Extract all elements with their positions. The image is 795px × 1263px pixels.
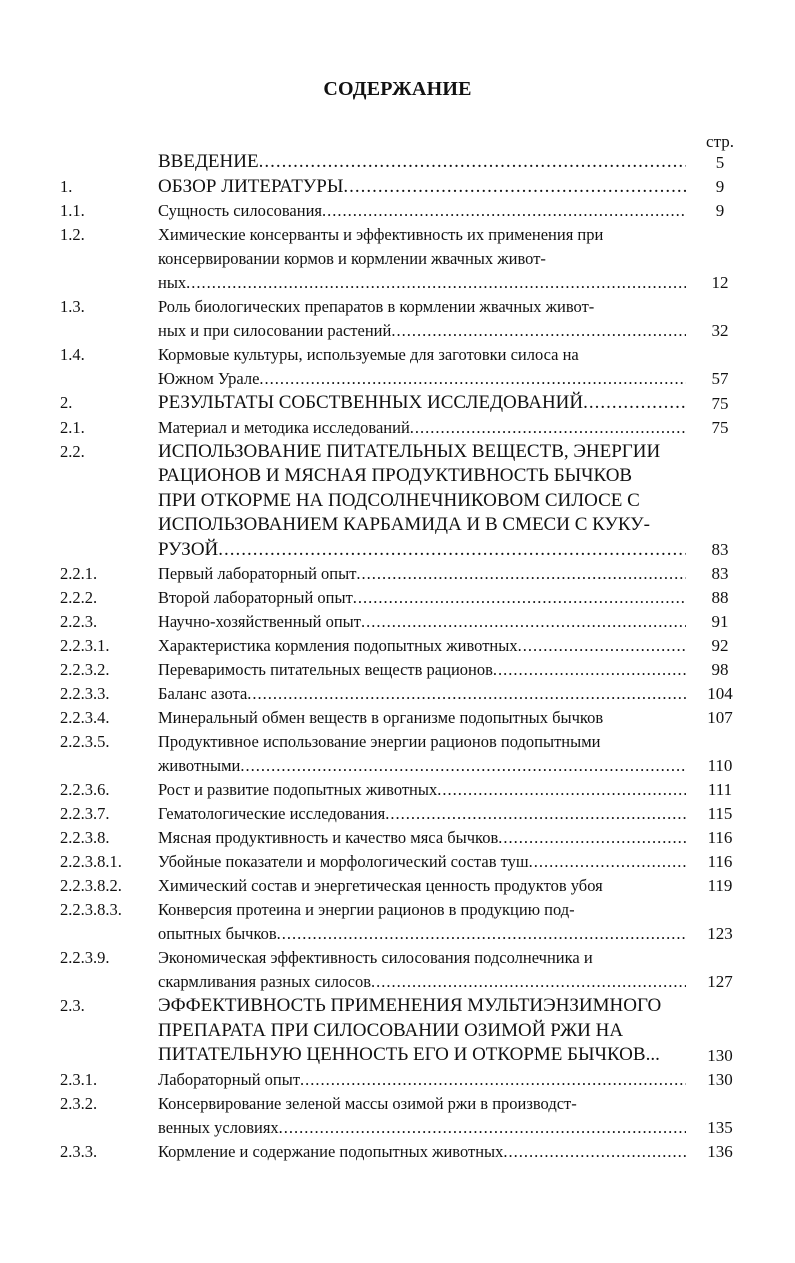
toc-entry-page: 110 — [707, 756, 733, 775]
toc-entry — [0, 658, 795, 682]
toc-entry-line-text: консервировании кормов и кормлении жвачных живот- — [158, 249, 546, 268]
toc-entry-page: 9 — [715, 201, 725, 220]
toc-entry-page: 5 — [715, 152, 725, 172]
dot-leader — [503, 1140, 686, 1164]
toc-entry — [0, 391, 795, 416]
toc-entry — [0, 175, 795, 200]
toc-entry-number: 2.2.2. — [60, 588, 98, 607]
toc-entry-line — [158, 416, 686, 440]
toc-entry-title — [158, 1140, 686, 1164]
toc-entry-line-text: Второй лабораторный опыт — [158, 588, 353, 607]
toc-entry-page: 116 — [707, 828, 733, 847]
toc-entry-title — [158, 586, 686, 610]
toc-entry-line-text: ПИТАТЕЛЬНУЮ ЦЕННОСТЬ ЕГО И ОТКОРМЕ БЫЧКОВ... — [158, 1044, 660, 1065]
toc-entry — [0, 730, 795, 778]
toc-entry — [0, 802, 795, 826]
toc-entry — [0, 150, 795, 175]
toc-entry-title — [158, 610, 686, 634]
toc-entry-line — [158, 682, 686, 706]
toc-entry-title — [158, 706, 686, 730]
toc-entry-line — [158, 778, 686, 802]
toc-entry-number: 2.2.3.8.1. — [60, 852, 122, 871]
toc-entry-line-text: Южном Урале — [158, 369, 260, 388]
toc-entry-line — [158, 175, 686, 200]
toc-entry-line-text: ЭФФЕКТИВНОСТЬ ПРИМЕНЕНИЯ МУЛЬТИЭНЗИМНОГО — [158, 995, 662, 1016]
toc-entry-number: 1.1. — [60, 201, 85, 220]
toc-entry-line-text: Экономическая эффективность силосования подсолнечника и — [158, 948, 593, 967]
toc-entry — [0, 994, 795, 1068]
toc-entry-page: 127 — [707, 972, 733, 991]
toc-entry-line — [158, 658, 686, 682]
toc-entry-title — [158, 802, 686, 826]
toc-entry-number: 2.2.3. — [60, 612, 98, 631]
toc-entry-line-text: Научно-хозяйственный опыт — [158, 612, 361, 631]
toc-entry-title — [158, 295, 686, 343]
toc-entry-line — [158, 1019, 686, 1044]
toc-entry-line-text: ных — [158, 273, 187, 292]
toc-entry-number: 2.3.3. — [60, 1141, 98, 1161]
toc-entry-line-text: скармливания разных силосов — [158, 972, 371, 991]
toc-entry — [0, 610, 795, 634]
toc-entry-line-text: ИСПОЛЬЗОВАНИЕМ КАРБАМИДА И В СМЕСИ С КУКУ- — [158, 514, 650, 535]
toc-entry-line-text: Химические консерванты и эффективность их применения при — [158, 225, 604, 244]
dot-leader — [391, 319, 686, 343]
toc-entry-line-text: животными — [158, 756, 241, 775]
toc-entry-title — [158, 199, 686, 223]
dot-leader — [410, 416, 686, 440]
page-title: СОДЕРЖАНИЕ — [323, 78, 472, 100]
toc-entry-line — [158, 802, 686, 826]
toc-entry-number: 2.2.1. — [60, 564, 98, 583]
toc-entry-page: 116 — [707, 852, 733, 871]
toc-entry-line-text: Кормовые культуры, используемые для заготовки силоса на — [158, 345, 579, 364]
toc-entry-line-text: РУЗОЙ — [158, 538, 219, 560]
toc-entry-page: 32 — [711, 321, 729, 340]
toc-entry-line-text: ПРЕПАРАТА ПРИ СИЛОСОВАНИИ ОЗИМОЙ РЖИ НА — [158, 1019, 624, 1041]
toc-entry-line-text: Консервирование зеленой массы озимой ржи в производст- — [158, 1093, 577, 1113]
toc-entry-number: 2.2. — [60, 441, 85, 461]
toc-entry-line — [158, 271, 686, 295]
dot-leader — [343, 175, 686, 200]
toc-entry-line-text: РАЦИОНОВ И МЯСНАЯ ПРОДУКТИВНОСТЬ БЫЧКОВ — [158, 465, 633, 486]
toc-entry-page: 123 — [707, 924, 733, 943]
toc-entry-line-text: ных и при силосовании растений — [158, 321, 392, 340]
toc-entry-number: 1.2. — [60, 225, 85, 244]
toc-entry-line — [158, 1043, 686, 1068]
toc-entry-line — [158, 1092, 686, 1116]
toc-entry-line-text: опытных бычков — [158, 924, 277, 943]
toc-entry-page: 91 — [711, 612, 729, 631]
dot-leader — [353, 586, 686, 610]
toc-entry-title — [158, 850, 686, 874]
dot-leader — [300, 1068, 686, 1092]
toc-entry-number: 2. — [60, 393, 73, 412]
dot-leader — [518, 634, 686, 658]
toc-entry-line — [158, 247, 686, 271]
toc-entry-number: 2.2.3.4. — [60, 708, 110, 727]
page-column-header: стр. — [706, 132, 734, 151]
toc-entry-line — [158, 730, 686, 754]
toc-entry-line-text: ОБЗОР ЛИТЕРАТУРЫ — [158, 175, 344, 197]
toc-entry-page: 83 — [711, 540, 729, 559]
toc-entry — [0, 1140, 795, 1164]
toc-entry-number: 2.2.3.8.2. — [60, 876, 122, 895]
toc-entry-line — [158, 223, 686, 247]
toc-entry-line-text: Характеристика кормления подопытных животных — [158, 636, 518, 655]
toc-entry — [0, 706, 795, 730]
toc-entry-title — [158, 175, 686, 200]
dot-leader — [356, 562, 686, 586]
dot-leader — [437, 778, 686, 802]
toc-entry-line-text: ПРИ ОТКОРМЕ НА ПОДСОЛНЕЧНИКОВОМ СИЛОСЕ С — [158, 489, 640, 511]
toc-entry — [0, 199, 795, 223]
toc-entry-line — [158, 922, 686, 946]
dot-leader — [279, 1116, 686, 1140]
toc-entry-number: 2.2.3.5. — [60, 732, 110, 751]
toc-entry-line — [158, 634, 686, 658]
toc-entry-title — [158, 634, 686, 658]
toc-entry-line — [158, 464, 686, 489]
toc-entry-line-text: Первый лабораторный опыт — [158, 564, 357, 583]
toc-entry-title — [158, 343, 686, 391]
toc-entry-line-text: Продуктивное использование энергии рационов подопытными — [158, 732, 601, 751]
dot-leader — [493, 658, 686, 682]
toc-entry-title — [158, 223, 686, 295]
toc-entry-line — [158, 295, 686, 319]
toc-entry-line — [158, 538, 686, 563]
toc-entry-page: 57 — [711, 369, 729, 388]
toc-entry-title — [158, 1068, 686, 1092]
toc-entry — [0, 295, 795, 343]
dot-leader — [361, 610, 686, 634]
toc-entry-page: 104 — [707, 684, 733, 703]
toc-entry-line — [158, 946, 686, 970]
toc-entry-line-text: Роль биологических препаратов в кормлении жвачных живот- — [158, 297, 595, 316]
toc-entry-page: 130 — [707, 1045, 733, 1065]
toc-entry-number: 2.3.2. — [60, 1093, 98, 1113]
toc-entry-line — [158, 391, 686, 416]
toc-entry-line — [158, 1116, 686, 1140]
toc-entry-line — [158, 754, 686, 778]
toc-entry-title — [158, 682, 686, 706]
toc-entry-title — [158, 658, 686, 682]
toc-entry — [0, 223, 795, 295]
toc-entry-line — [158, 150, 686, 175]
toc-entry-number: 2.3. — [60, 996, 85, 1015]
toc-entry-line — [158, 898, 686, 922]
toc-entry-title — [158, 898, 686, 946]
toc-entry — [0, 634, 795, 658]
toc-entry-line — [158, 850, 686, 874]
toc-entry-title — [158, 946, 686, 994]
toc-entry-line — [158, 994, 686, 1019]
toc-entry-number: 1.3. — [60, 297, 85, 316]
toc-entry-number: 2.2.3.7. — [60, 804, 110, 823]
toc-entry-line — [158, 367, 686, 391]
toc-entry-line — [158, 874, 686, 898]
toc-entry-line — [158, 562, 686, 586]
toc-entry-line-text: Материал и методика исследований — [158, 417, 410, 437]
toc-entry — [0, 343, 795, 391]
toc-entry — [0, 1068, 795, 1092]
toc-entry-page: 9 — [715, 177, 725, 196]
toc-entry-line — [158, 610, 686, 634]
toc-entry — [0, 586, 795, 610]
toc-entry-page: 92 — [711, 636, 729, 655]
toc-entry-page: 88 — [711, 588, 729, 607]
toc-entry — [0, 826, 795, 850]
toc-entry-number: 2.2.3.2. — [60, 660, 110, 679]
toc-entry-line — [158, 440, 686, 465]
toc-entry-line-text: Минеральный обмен веществ в организме подопытных бычков — [158, 708, 604, 727]
dot-leader — [218, 538, 686, 563]
dot-leader — [529, 850, 686, 874]
toc-entry-title — [158, 416, 686, 440]
toc-entry-page: 75 — [711, 393, 729, 413]
toc-entry-number: 2.2.3.8. — [60, 828, 110, 847]
toc-entry-page: 115 — [707, 804, 733, 823]
toc-entry — [0, 416, 795, 440]
toc-entry-line — [158, 319, 686, 343]
toc-entry-line-text: Химический состав и энергетическая ценность продуктов убоя — [158, 876, 603, 895]
table-of-contents — [0, 150, 795, 1164]
toc-entry — [0, 440, 795, 563]
toc-entry-title — [158, 391, 686, 416]
toc-entry-page: 107 — [707, 708, 733, 727]
toc-entry-title — [158, 994, 686, 1068]
toc-entry-page: 98 — [711, 660, 729, 679]
dot-leader — [240, 754, 686, 778]
toc-entry-line — [158, 489, 686, 514]
toc-entry-title — [158, 150, 686, 175]
toc-entry-line-text: Переваримость питательных веществ рационов — [158, 660, 493, 679]
toc-entry-title — [158, 778, 686, 802]
dot-leader — [259, 150, 686, 175]
toc-entry-number: 2.2.3.6. — [60, 780, 110, 799]
toc-entry — [0, 1092, 795, 1140]
toc-entry-line — [158, 586, 686, 610]
toc-entry-line-text: Лабораторный опыт — [158, 1069, 301, 1089]
toc-entry-page: 83 — [711, 564, 729, 583]
toc-entry-page: 135 — [707, 1117, 733, 1137]
toc-entry-line — [158, 199, 686, 223]
toc-entry-page: 12 — [711, 273, 729, 292]
toc-entry-line — [158, 826, 686, 850]
toc-entry-line-text: ИСПОЛЬЗОВАНИЕ ПИТАТЕЛЬНЫХ ВЕЩЕСТВ, ЭНЕРГИИ — [158, 440, 661, 462]
toc-entry-title — [158, 1092, 686, 1140]
toc-entry-line-text: Убойные показатели и морфологический состав туш — [158, 852, 529, 871]
toc-entry-line — [158, 706, 686, 730]
toc-entry-page: 75 — [711, 417, 729, 437]
dot-leader — [259, 367, 686, 391]
dot-leader — [498, 826, 686, 850]
toc-entry — [0, 778, 795, 802]
toc-entry-title — [158, 562, 686, 586]
toc-entry-line-text: ВВЕДЕНИЕ — [158, 151, 259, 172]
toc-entry-line — [158, 1140, 686, 1164]
dot-leader — [583, 391, 686, 416]
dot-leader — [186, 271, 686, 295]
toc-entry-number: 2.2.3.3. — [60, 684, 110, 703]
toc-entry — [0, 874, 795, 898]
toc-entry — [0, 898, 795, 946]
toc-entry-title — [158, 826, 686, 850]
dot-leader — [322, 199, 686, 223]
dot-leader — [277, 922, 686, 946]
toc-entry-line — [158, 970, 686, 994]
toc-entry — [0, 850, 795, 874]
toc-entry-number: 1. — [60, 176, 73, 196]
toc-entry-page: 119 — [707, 876, 733, 895]
toc-entry-line-text: Гематологические исследования — [158, 804, 386, 823]
toc-entry-line-text: Баланс азота — [158, 684, 248, 703]
toc-entry-line — [158, 1068, 686, 1092]
toc-entry — [0, 562, 795, 586]
dot-leader — [385, 802, 686, 826]
toc-entry-number: 1.4. — [60, 345, 85, 364]
toc-entry-page: 130 — [707, 1069, 733, 1089]
toc-entry — [0, 682, 795, 706]
toc-entry-title — [158, 874, 686, 898]
toc-entry-title — [158, 440, 686, 563]
toc-entry-number: 2.2.3.1. — [60, 636, 110, 655]
toc-entry-page: 111 — [707, 780, 733, 799]
toc-entry-line-text: Сущность силосования — [158, 201, 322, 220]
toc-entry-line — [158, 343, 686, 367]
toc-entry-line-text: Рост и развитие подопытных животных — [158, 780, 438, 799]
dot-leader — [371, 970, 686, 994]
toc-entry-number: 2.2.3.9. — [60, 948, 110, 967]
toc-entry-title — [158, 730, 686, 778]
toc-entry-number: 2.2.3.8.3. — [60, 900, 122, 919]
toc-entry-page: 136 — [707, 1141, 733, 1161]
toc-entry-line-text: Конверсия протеина и энергии рационов в продукцию под- — [158, 900, 575, 919]
toc-entry-line-text: венных условиях — [158, 1117, 279, 1137]
toc-entry-number: 2.1. — [60, 417, 85, 437]
toc-entry-line-text: РЕЗУЛЬТАТЫ СОБСТВЕННЫХ ИССЛЕДОВАНИЙ — [158, 392, 584, 413]
dot-leader — [247, 682, 686, 706]
toc-entry — [0, 946, 795, 994]
toc-entry-line-text: Кормление и содержание подопытных животных — [158, 1141, 504, 1161]
toc-entry-number: 2.3.1. — [60, 1069, 98, 1089]
toc-entry-line-text: Мясная продуктивность и качество мяса бычков — [158, 828, 499, 847]
toc-entry-line — [158, 513, 686, 538]
